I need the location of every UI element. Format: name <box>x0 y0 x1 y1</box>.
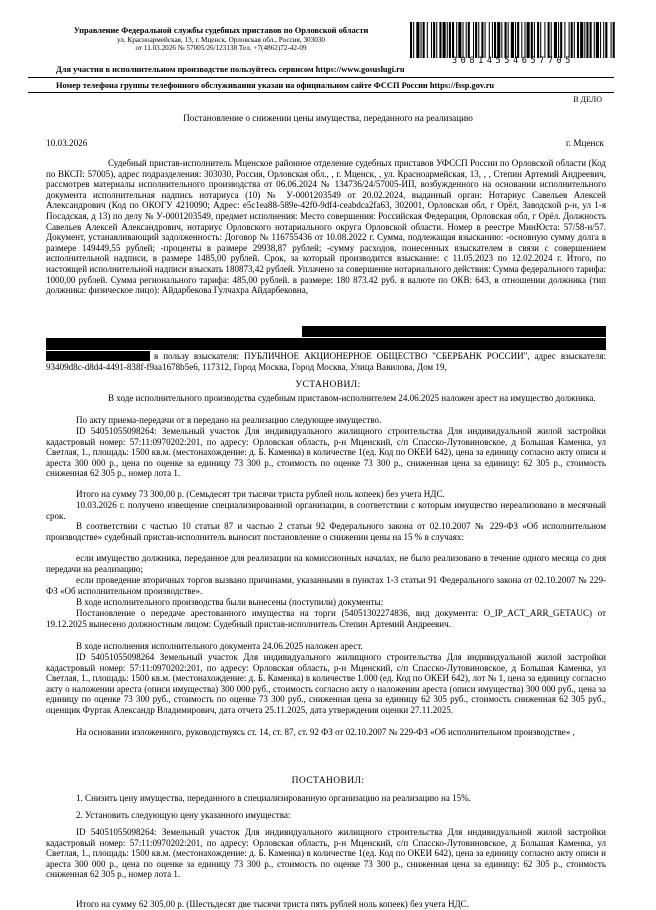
barcode-bar <box>452 22 454 58</box>
resolution-item: ID 54051055098264: Земельный участок Для индивидуального жилищного строительства Для индивидуальной жилой застройки кадастровый номер: 57:11:0970202:201, по адресу: Орловская область, р-н Мценский, с/п Спасско-Лутовиновское, д Большая Каменка, ул Светлая, 1., площадь: 1500 кв.м. (местонахождение: д. Б. Каменка) в количестве 1(ед. Код по ОКЕИ 642), цена за единицу согласно акту описи и ареста 300 000 р., цена по оценке за единицу 73 300 р., стоимость по оценке 73 300 р., сниженная цена за единицу: 62 305 р., стоимость сниженная 62 305 р., номер лота 1. <box>46 827 606 880</box>
gosuslugi-notice: Для участия в исполнительном производстве пользуйтесь сервисом https://www.gosuslugi.ru <box>56 65 405 74</box>
paragraph: В ходе исполнительного производства были вынесены (поступили) документы: <box>76 597 384 607</box>
barcode-bar <box>421 22 422 58</box>
paragraph: ID 54051055098264 Земельный участок Для индивидуального жилищного строительства Для индивидуальной жилой застройки кадастровый номер: 57:11:0970202:201, по адресу: Орловская область, р-н Мценский, с/п Спасско-Лутовиновское, д Большая Каменка, ул Светлая, 1., площадь: 1500 кв.м. (местонахождение: д. Б. Каменка) в количестве 1.000 (ед. Код по ОКЕИ 642), лот № 1, цена за единицу согласно акту о наложении ареста (описи имущества) 300 000 руб., стоимость согласно акту о наложении ареста (описи имущества) 300 000 руб., цена за единицу по оценке 73 300 руб., стоимость по оценке 73 300 руб., сниженная цена за единицу 62 305 руб., стоимость сниженная 62 305 руб., оценщик Фуртак Александр Владимирович, дата отчета 25.11.2025, дата утверждения оценки 27.11.2025. <box>46 652 606 715</box>
issuer-address: ул. Красноармейская, 13, г. Мценск, Орловская обл., Россия, 303030 <box>116 36 326 44</box>
redaction-bar <box>302 326 606 337</box>
paragraph: если имущество должника, переданное для реализации на комиссионных началах, не было реализовано в течение одного месяца со дня передачи на реализацию; <box>46 553 606 574</box>
barcode-bar <box>505 22 507 58</box>
barcode-bar <box>564 22 565 58</box>
barcode-bar <box>560 22 562 58</box>
barcode-bar <box>569 22 570 58</box>
issuer-ref: от 11.03.2026 № 57005/26/123138 Тел. +7(4862)72-42-09 <box>135 44 307 53</box>
barcode-bar <box>473 22 474 58</box>
resolution-item: 2. Установить следующую цену указанного имущества: <box>76 810 291 820</box>
redaction-bar <box>46 338 606 350</box>
intro-tail-paragraph: в пользу взыскателя: ПУБЛИЧНОЕ АКЦИОНЕРНОЕ ОБЩЕСТВО "СБЕРБАНК РОССИИ", адрес взыскателя: 93409d8c-d8d4-4491-838f-f9aa1678b5e6, 117312, Город Москва, Город Москва, Улица Вавилова, Дом 19, <box>46 351 606 372</box>
barcode-bar <box>489 22 490 58</box>
barcode-bar <box>501 22 502 58</box>
barcode-bar <box>584 22 585 58</box>
barcode-bar <box>517 22 519 58</box>
barcode-bar <box>544 22 545 58</box>
barcode <box>410 22 615 58</box>
phone-notice: Номер телефона группы телефонного обслуживания указан на официальном сайте ФССП России https://fssp.gov.ru <box>56 81 495 90</box>
resolution-item: 1. Снизить цену имущества, переданного в специализированную организацию на реализацию на 15%. <box>76 793 471 803</box>
barcode-bar <box>436 22 437 58</box>
barcode-bar <box>531 22 533 58</box>
barcode-bar <box>478 22 479 58</box>
barcode-bar <box>534 22 535 58</box>
paragraph: ID 54051055098264: Земельный участок Для индивидуального жилищного строительства Для индивидуальной жилой застройки кадастровый номер: 57:11:0970202:201, по адресу: Орловская область, р-н Мценский, с/п Спасско-Лутовиновское, д Большая Каменка, ул Светлая, 1., площадь: 1500 кв.м. (местонахождение: д. Б. Каменка) в количестве 1(ед. Код по ОКЕИ 642), цена за единицу согласно акту описи и ареста 300 000 р., цена по оценке за единицу 73 300 р., стоимость по оценке 73 300 р., сниженная цена за единицу: 62 305 р., стоимость сниженная 62 305 р., номер лота 1. <box>46 426 606 479</box>
barcode-bar <box>580 22 583 58</box>
postanovil-heading: ПОСТАНОВИЛ: <box>291 776 365 786</box>
barcode-bar <box>416 22 419 58</box>
barcode-bar <box>571 22 573 58</box>
barcode-bar <box>443 22 446 58</box>
barcode-bar <box>433 22 435 58</box>
barcode-bar <box>603 22 604 58</box>
issuer-header <box>40 26 402 53</box>
ustanovil-heading: УСТАНОВИЛ: <box>295 380 361 390</box>
intro-paragraph: Судебный пристав-исполнитель Мценское районное отделение судебных приставов УФССП России по Орловской области (Код по ВКСП: 57005), адрес подразделения: 303030, Россия, Орловская обл., , г. Мценск, , ул. Красноармейская, 13, , , Степин Артемий Андреевич, рассмотрев материалы исполнительного производства от 06.06.2024 № 134736/24/57005-ИП, возбужденного на основании исполнительного документа исполнительная надпись нотариуса (10) № У-0001203549 от 20.02.2024, выданный орган: Нотариус Савельев Алексей Александрович (Код по ОКОГУ 4210090; Адрес: e5c1ea88-589e-42f0-9df4-ceabdca2fa63, 302001, Орловская обл, г Орёл, Заводской р-н, ул 1-я Посадская, д 13) по делу № У-0001203549, предмет исполнения: Место совершения: Российская Федерация, Орловская обл, г Орёл. Должность Савельев Алексей Александрович, нотариус Орловского нотариального округа Орловской области. Номер в реестре МинЮста: 57/58-н/57. Документ, устанавливающий задолженность: Договор № 116755436 от 10.08.2022 г. Сумма, подлежащая взысканию: -основную сумму долга в размере 149449,55 рублей; -проценты в размере 29938,87 рублей; -сумму расходов, понесенных взыскателем в связи с совершением исполнительной надписи, в размере 1485,00 рублей. Срок, за который производится взыскание: с 11.05.2023 по 12.02.2024 г. Итого, по настоящей исполнительной надписи взыскать 180873,42 рублей. Уплачено за совершение нотариального действия: Сумма федерального тарифа: 1000,00 рублей. Сумма регионального тарифа: 485,00 рублей. в размере: 180 873.42 руб. в валюте по ОКВ: 643, в отношении должника (тип должника: физическое лицо): Айдарбекова Гулчахра Айдарбековна, <box>46 158 606 296</box>
paragraph: В ходе исполнительного производства судебным приставом-исполнителем 24.06.2025 наложен арест на имущество должника. <box>108 393 596 403</box>
barcode-bar <box>410 22 412 58</box>
barcode-bar <box>481 22 483 58</box>
barcode-bar <box>540 22 541 58</box>
v-delo-stamp: В ДЕЛО <box>573 95 602 104</box>
barcode-bar <box>558 22 559 58</box>
resolution-item: Итого на сумму 62 305,00 р. (Шестьдесят две тысячи триста пять рублей ноль копеек) без учета НДС. <box>76 899 469 909</box>
barcode-bar <box>590 22 592 58</box>
barcode-bar <box>463 22 464 58</box>
barcode-bar <box>466 22 467 58</box>
barcode-bar <box>515 22 516 58</box>
barcode-bar <box>494 22 496 58</box>
barcode-bar <box>605 22 607 58</box>
barcode-bar <box>554 22 557 58</box>
barcode-bar <box>537 22 539 58</box>
barcode-bar <box>574 22 575 58</box>
barcode-bar <box>613 22 615 58</box>
paragraph: По акту приема-передачи от в передано на реализацию следующее имущество. <box>76 415 382 425</box>
document-date: 10.03.2026 <box>46 138 88 148</box>
barcode-bar <box>527 22 530 58</box>
barcode-bar <box>594 22 595 58</box>
paragraph: На основании изложенного, руководствуясь ст. 14, ст. 87, ст. 92 ФЗ от 02.10.2007 № 229-ФЗ «Об исполнительном производстве» , <box>76 727 575 737</box>
header-divider-2 <box>28 92 614 93</box>
paragraph: В ходе исполнения исполнительного документа 24.06.2025 наложен арест. <box>76 641 363 651</box>
document-title: Постановление о снижении цены имущества, переданного на реализацию <box>183 113 473 123</box>
barcode-bar <box>551 22 552 58</box>
barcode-bar <box>458 22 461 58</box>
barcode-bar <box>521 22 522 58</box>
barcode-bar <box>423 22 425 58</box>
barcode-bar <box>600 22 601 58</box>
barcode-bar <box>596 22 599 58</box>
barcode-bar <box>475 22 477 58</box>
issuer-title: Управление Федеральной службы судебных приставов по Орловской области <box>73 26 369 35</box>
barcode-bar <box>485 22 486 58</box>
paragraph: если проведение вторичных торгов вызвано причинами, указанными в пунктах 1-3 статьи 91 Федерального закона от 02.10.2007 № 229-ФЗ «Об исполнительном производстве». <box>46 575 606 596</box>
paragraph: В соответствии с частью 10 статьи 87 и частью 2 статьи 92 Федерального закона от 02.10.2007 № 229-ФЗ «Об исполнительном производстве» судебный пристав-исполнитель выносит постановление о снижении цены на 15 % в случаях: <box>46 521 606 542</box>
barcode-bar <box>497 22 500 58</box>
paragraph: 10.03.2026 г. получено извещение специализированной организации, в соответствии с которым имущество нереализовано в месячный срок. <box>46 500 606 521</box>
barcode-bar <box>586 22 588 58</box>
barcode-bar <box>611 22 612 58</box>
document-city: г. Мценск <box>566 138 604 148</box>
barcode-bar <box>439 22 441 58</box>
paragraph: Итого на сумму 73 300,00 р. (Семьдесят три тысячи триста рублей ноль копеек) без учета НДС. <box>76 489 445 499</box>
barcode-bar <box>447 22 448 58</box>
barcode-bar <box>577 22 579 58</box>
barcode-bar <box>427 22 428 58</box>
barcode-bar <box>468 22 470 58</box>
barcode-bar <box>431 22 432 58</box>
barcode-bar <box>456 22 457 58</box>
barcode-bar <box>413 22 414 58</box>
header-divider <box>28 77 614 78</box>
barcode-bar <box>548 22 550 58</box>
barcode-bar <box>524 22 525 58</box>
barcode-bar <box>508 22 509 58</box>
paragraph: Постановление о передаче арестованного имущества на торги (54051302274836, вид документа: O_IP_ACT_ARR_GETAUC) от 19.12.2025 вынесено должностным лицом: Судебный пристав-исполнитель Степин Артемий Андреевич. <box>46 608 606 629</box>
barcode-bar <box>511 22 514 58</box>
barcode-bar <box>449 22 451 58</box>
barcode-bar <box>492 22 493 58</box>
barcode-number: 30814554657705 <box>451 56 575 66</box>
